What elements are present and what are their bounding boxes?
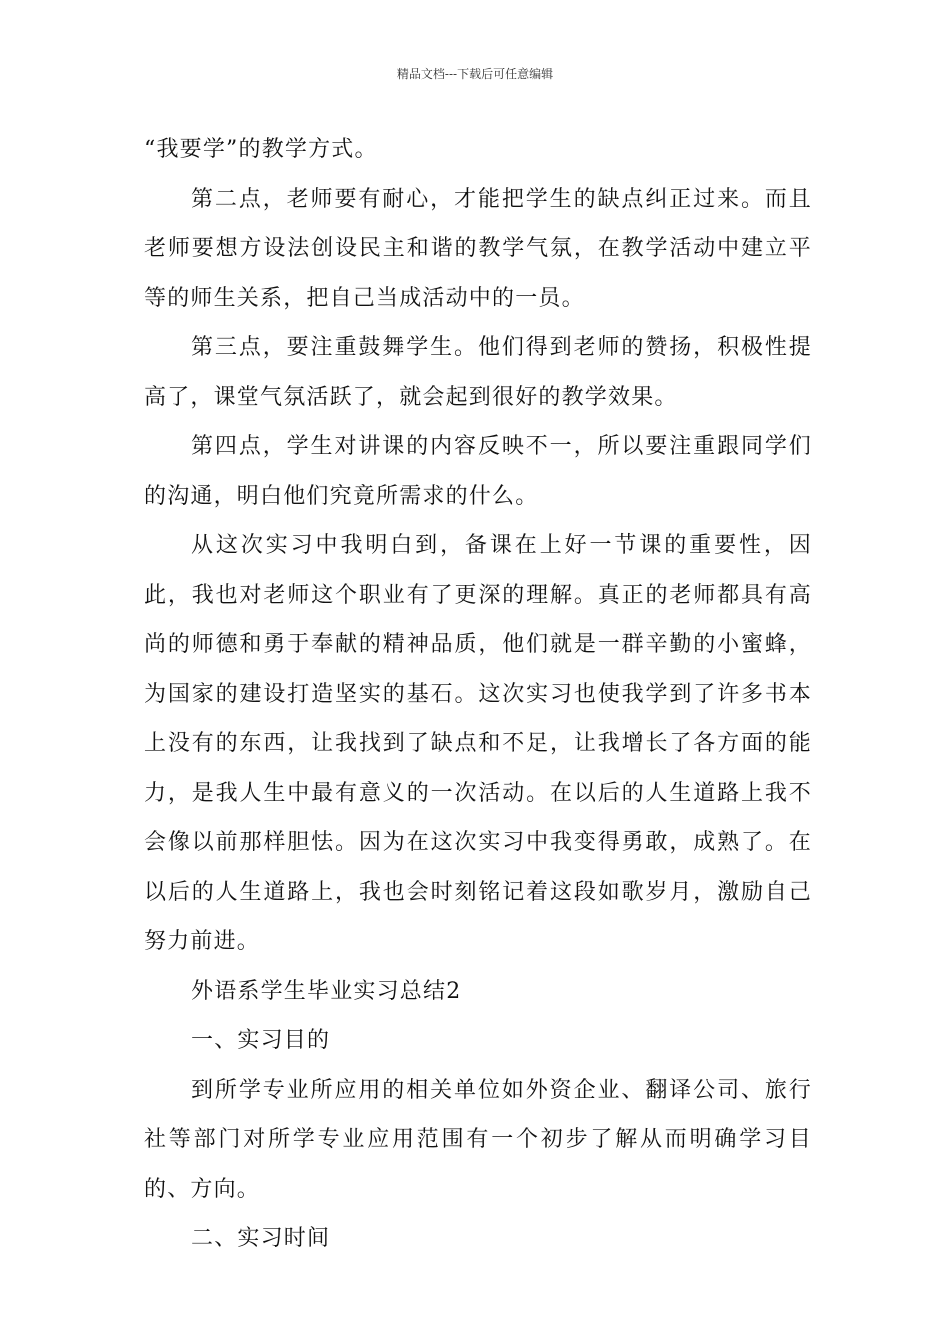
paragraph: 从这次实习中我明白到，备课在上好一节课的重要性，因此，我也对老师这个职业有了更深的理解。真正的老师都具有高尚的师德和勇于奉献的精神品质，他们就是一群辛勤的小蜜蜂，为国家的建设打造坚实的基石。这次实习也使我学到了许多书本上没有的东西，让我找到了缺点和不足，让我增长了各方面的能力，是我人生中最有意义的一次活动。在以后的人生道路上我不会像以前那样胆怯。因为在这次实习中我变得勇敢，成熟了。在以后的人生道路上，我也会时刻铭记着这段如歌岁月，激励自己努力前进。 [144, 533, 812, 954]
paragraph: 第三点，要注重鼓舞学生。他们得到老师的赞扬，积极性提高了，课堂气氛活跃了，就会起到很好的教学效果。 [144, 335, 812, 410]
page-header-watermark: 精品文档---下载后可任意编辑 [396, 67, 554, 81]
paragraph: 第四点，学生对讲课的内容反映不一，所以要注重跟同学们的沟通，明白他们究竟所需求的什么。 [144, 434, 812, 509]
section-title: 外语系学生毕业实习总结2 [191, 978, 462, 1004]
section-heading: 一、实习目的 [191, 1028, 331, 1053]
section-heading: 二、实习时间 [191, 1226, 331, 1251]
paragraph: 到所学专业所应用的相关单位如外资企业、翻译公司、旅行社等部门对所学专业应用范围有一个初步了解从而明确学习目的、方向。 [144, 1077, 812, 1202]
paragraph: “我要学”的教学方式。 [144, 137, 378, 162]
paragraph: 第二点，老师要有耐心，才能把学生的缺点纠正过来。而且老师要想方设法创设民主和谐的教学气氛，在教学活动中建立平等的师生关系，把自己当成活动中的一员。 [144, 186, 812, 311]
document-body [144, 125, 812, 1264]
